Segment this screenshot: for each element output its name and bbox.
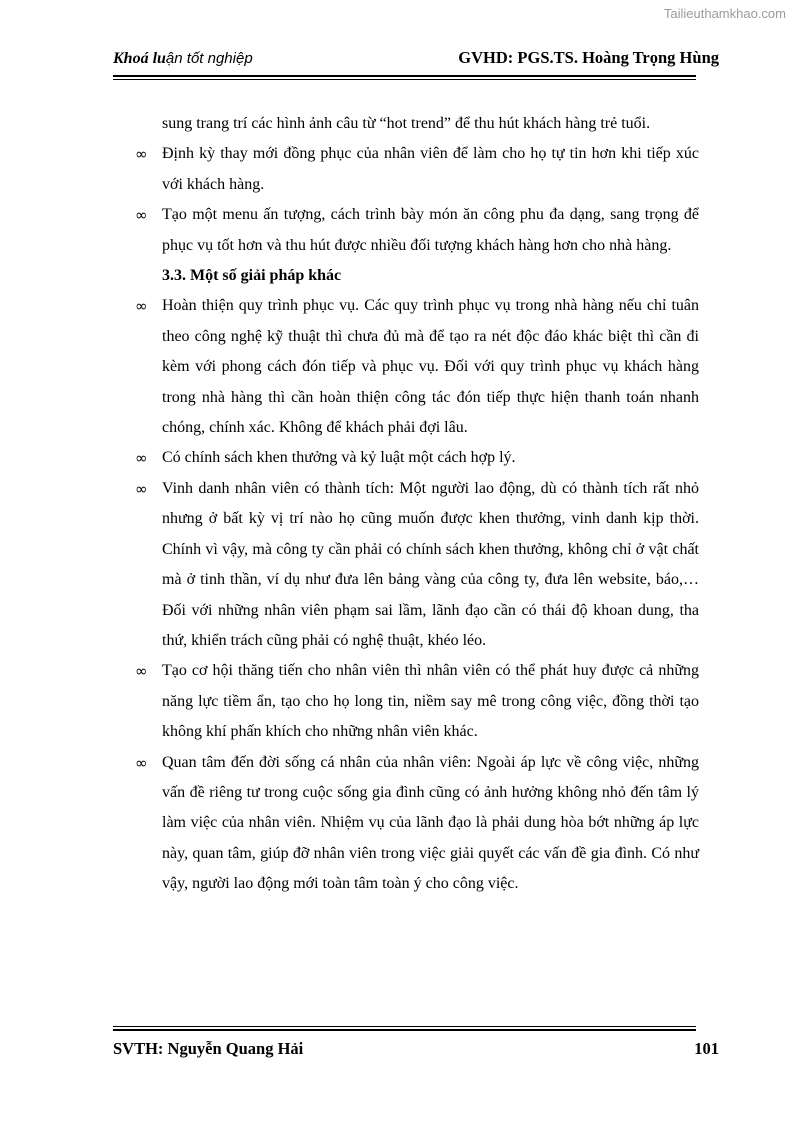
bullet-item <box>113 474 699 656</box>
bullet-text: Hoàn thiện quy trình phục vụ. Các quy trình phục vụ trong nhà hàng nếu chỉ tuân theo công nghệ kỹ thuật thì chưa đủ mà để tạo ra nét độc đáo khác biệt thì cần đi kèm với phong cách đón tiếp và phục vụ. Đối với quy trình phục vụ khách hàng trong nhà hàng thì cần hoàn thiện công tác đón tiếp thực hiện thanh toán nhanh chóng, chính xác. Không để khách phải đợi lâu. <box>162 297 699 437</box>
bullet-text: Tạo cơ hội thăng tiến cho nhân viên thì nhân viên có thể phát huy được cả những năng lực tiềm ẩn, tạo cho họ long tin, niềm say mê trong công việc, đồng thời tạo không khí phấn khích cho những nhân viên khác. <box>162 662 699 741</box>
bullet-text: Vinh danh nhân viên có thành tích: Một người lao động, dù có thành tích rất nhỏ nhưng ở bất kỳ vị trí nào họ cũng muốn được khen thưởng, vinh danh kịp thời. Chính vì vậy, mà công ty cần phải có chính sách khen thưởng, không chỉ ở vật chất mà ở tinh thần, ví dụ như đưa lên bảng vàng của công ty, đưa lên website, báo,… Đối với những nhân viên phạm sai lầm, lãnh đạo cần có thái độ khoan dung, tha thứ, khiển trách cũng phải có nghệ thuật, khéo léo. <box>162 479 699 649</box>
watermark: Tailieuthamkhao.com <box>663 6 786 21</box>
header-rule-thin <box>113 79 696 80</box>
header-left-italic: Khoá lu <box>113 50 166 67</box>
bullet-item <box>113 200 699 261</box>
header-rule-thick <box>113 75 696 77</box>
infinity-bullet-icon: ∞ <box>135 449 148 468</box>
infinity-bullet-icon: ∞ <box>135 297 148 316</box>
bullet-text: Tạo một menu ấn tượng, cách trình bày món ăn công phu đa dạng, sang trọng để phục vụ tốt hơn và thu hút được nhiều đối tượng khách hàng hơn cho nhà hàng. <box>162 206 699 254</box>
paragraph: sung trang trí các hình ảnh câu từ “hot trend” để thu hút khách hàng trẻ tuổi. <box>162 115 651 132</box>
footer-rule-thin <box>113 1026 696 1027</box>
page-number: 101 <box>694 1039 719 1058</box>
bullet-item <box>113 443 699 473</box>
infinity-bullet-icon: ∞ <box>135 479 148 498</box>
bullet-text: Định kỳ thay mới đồng phục của nhân viên để làm cho họ tự tin hơn khi tiếp xúc với khách hàng. <box>162 145 699 193</box>
bullet-item <box>113 291 699 443</box>
page-footer <box>113 1039 719 1059</box>
bullet-item <box>113 656 699 747</box>
infinity-bullet-icon: ∞ <box>135 753 148 772</box>
footer-author: SVTH: Nguyễn Quang Hải <box>113 1039 304 1058</box>
infinity-bullet-icon: ∞ <box>135 206 148 225</box>
infinity-bullet-icon: ∞ <box>135 145 148 164</box>
document-body <box>113 109 699 900</box>
header-left <box>113 50 253 68</box>
header-right: GVHD: PGS.TS. Hoàng Trọng Hùng <box>458 48 719 67</box>
section-heading: 3.3. Một số giải pháp khác <box>162 267 342 285</box>
page-header <box>113 48 719 68</box>
bullet-text: Quan tâm đến đời sống cá nhân của nhân viên: Ngoài áp lực về công việc, những vấn đề riêng tư trong cuộc sống gia đình cũng có ảnh hưởng không nhỏ đến tâm lý làm việc của nhân viên. Nhiệm vụ của lãnh đạo là phải dung hòa bớt những áp lực này, quan tâm, giúp đỡ nhân viên trong việc giải quyết các vấn đề gia đình. Có như vậy, người lao động mới toàn tâm toàn ý cho công việc. <box>162 753 699 893</box>
bullet-item <box>113 139 699 200</box>
header-left-rest: ận tốt nghiệp <box>165 50 253 67</box>
footer-rule-thick <box>113 1029 696 1031</box>
bullet-text: Có chính sách khen thưởng và kỷ luật một cách hợp lý. <box>162 449 516 467</box>
infinity-bullet-icon: ∞ <box>135 662 148 681</box>
bullet-item <box>113 748 699 900</box>
